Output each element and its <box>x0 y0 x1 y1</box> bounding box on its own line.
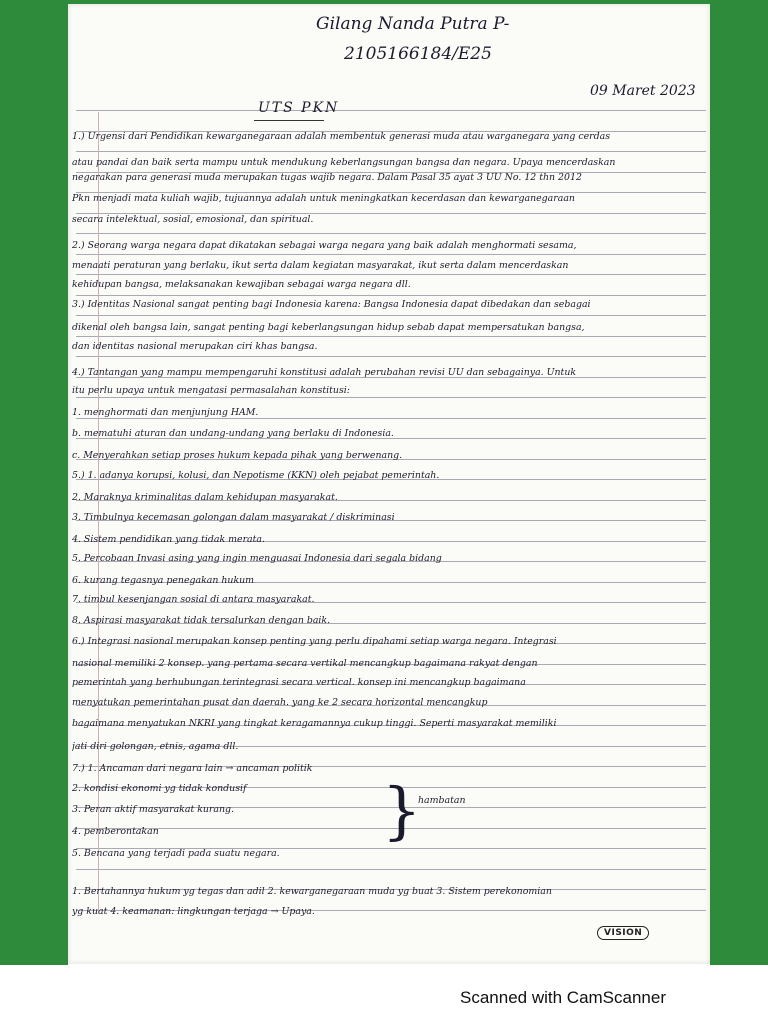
answer-line: 2. Maraknya kriminalitas dalam kehidupan masyarakat. <box>72 492 338 503</box>
brace-label: hambatan <box>418 795 466 806</box>
answer-line: menyatukan pemerintahan pusat dan daerah. yang ke 2 secara horizontal mencangkup <box>72 697 488 708</box>
ruled-line <box>76 151 706 152</box>
answer-line: yg kuat 4. keamanan: lingkungan terjaga → Upaya. <box>72 906 315 917</box>
answer-line: 3.) Identitas Nasional sangat penting bagi Indonesia karena: Bangsa Indonesia dapat dibedakan dan sebagai <box>72 299 591 310</box>
answer-line: 3. Peran aktif masyarakat kurang. <box>72 804 235 815</box>
answer-line: 2. kondisi ekonomi yg tidak kondusif <box>72 783 247 794</box>
answer-line: 1.) Urgensi dari Pendidikan kewarganegaraan adalah membentuk generasi muda atau warganegara yang cerdas <box>72 131 611 142</box>
answer-line: nasional memiliki 2 konsep. yang pertama secara vertikal mencangkup bagaimana rakyat dengan <box>72 658 538 669</box>
answer-line: b. mematuhi aturan dan undang-undang yang berlaku di Indonesia. <box>72 428 394 439</box>
answer-line: 2.) Seorang warga negara dapat dikatakan sebagai warga negara yang baik adalah menghormati sesama, <box>72 240 577 251</box>
answer-line: 7.) 1. Ancaman dari negara lain → ancaman politik <box>72 763 313 774</box>
ruled-line <box>76 274 706 275</box>
answer-line: c. Menyerahkan setiap proses hukum kepada pihak yang berwenang. <box>72 450 403 461</box>
exam-date: 09 Maret 2023 <box>590 83 696 99</box>
green-background-right <box>710 0 768 965</box>
answer-line: itu perlu upaya untuk mengatasi permasalahan konstitusi: <box>72 385 350 396</box>
ruled-line <box>76 110 706 111</box>
answer-line: 7. timbul kesenjangan sosial di antara masyarakat. <box>72 594 315 605</box>
curly-brace: } <box>382 774 422 847</box>
subject-underline <box>254 120 324 121</box>
ruled-line <box>76 254 706 255</box>
answer-line: negarakan para generasi muda merupakan tugas wajib negara. Dalam Pasal 35 ayat 3 UU No. 12 thn 2012 <box>72 172 582 183</box>
answer-line: 6. kurang tegasnya penegakan hukum <box>72 575 255 586</box>
answer-line: secara intelektual, sosial, emosional, dan spiritual. <box>72 214 314 225</box>
scanner-watermark: Scanned with CamScanner <box>460 988 667 1007</box>
exam-subject: UTS PKN <box>258 100 340 116</box>
answer-line: 4. pemberontakan <box>72 826 159 837</box>
ruled-line <box>76 356 706 357</box>
student-id: 2105166184/E25 <box>344 44 492 64</box>
answer-line: kehidupan bangsa, melaksanakan kewajiban sebagai warga negara dll. <box>72 279 411 290</box>
answer-line: 5. Bencana yang terjadi pada suatu negara. <box>72 848 280 859</box>
answer-line: bagaimana menyatukan NKRI yang tingkat keragamannya cukup tinggi. Seperti masyarakat memiliki <box>72 718 557 729</box>
answer-line: 1. Bertahannya hukum yg tegas dan adil 2. kewarganegaraan muda yg buat 3. Sistem perekonomian <box>72 886 552 897</box>
student-name: Gilang Nanda Putra P- <box>316 14 510 34</box>
answer-line: pemerintah yang berhubungan terintegrasi secara vertical. konsep ini mencangkup bagaimana <box>72 677 526 688</box>
answer-line: 4. Sistem pendidikan yang tidak merata. <box>72 534 265 545</box>
green-background-left <box>0 0 68 965</box>
ruled-line <box>76 315 706 316</box>
answer-line: menaati peraturan yang berlaku, ikut serta dalam kegiatan masyarakat, ikut serta dalam mencerdaskan <box>72 260 569 271</box>
answer-line: 1. menghormati dan menjunjung HAM. <box>72 407 259 418</box>
answer-line: atau pandai dan baik serta mampu untuk mendukung keberlangsungan bangsa dan negara. Upaya mencerdaskan <box>72 157 616 168</box>
notebook-page <box>68 4 710 964</box>
answer-line: 8. Aspirasi masyarakat tidak tersalurkan dengan baik. <box>72 615 331 626</box>
answer-line: 5. Percobaan Invasi asing yang ingin menguasai Indonesia dari segala bidang <box>72 553 442 564</box>
answer-line: 6.) Integrasi nasional merupakan konsep penting yang perlu dipahami setiap warga negara. Integrasi <box>72 636 557 647</box>
answer-line: 4.) Tantangan yang mampu mempengaruhi konstitusi adalah perubahan revisi UU dan sebagainya. Untuk <box>72 367 577 378</box>
notebook-brand-stamp: VISION <box>597 926 649 940</box>
ruled-line <box>76 397 706 398</box>
ruled-line <box>76 233 706 234</box>
answer-line: jati diri golongan, etnis, agama dll. <box>72 741 239 752</box>
answer-line: 3. Timbulnya kecemasan golongan dalam masyarakat / diskriminasi <box>72 512 395 523</box>
ruled-line <box>76 869 706 870</box>
answer-line: dikenal oleh bangsa lain, sangat penting bagi keberlangsungan hidup sebab dapat mempersatukan bangsa, <box>72 322 585 333</box>
ruled-line <box>76 336 706 337</box>
ruled-line <box>76 295 706 296</box>
answer-line: 5.) 1. adanya korupsi, kolusi, dan Nepotisme (KKN) oleh pejabat pemerintah. <box>72 470 440 481</box>
answer-line: Pkn menjadi mata kuliah wajib, tujuannya adalah untuk meningkatkan kecerdasan dan kewarganegaraan <box>72 193 575 204</box>
answer-line: dan identitas nasional merupakan ciri khas bangsa. <box>72 341 318 352</box>
